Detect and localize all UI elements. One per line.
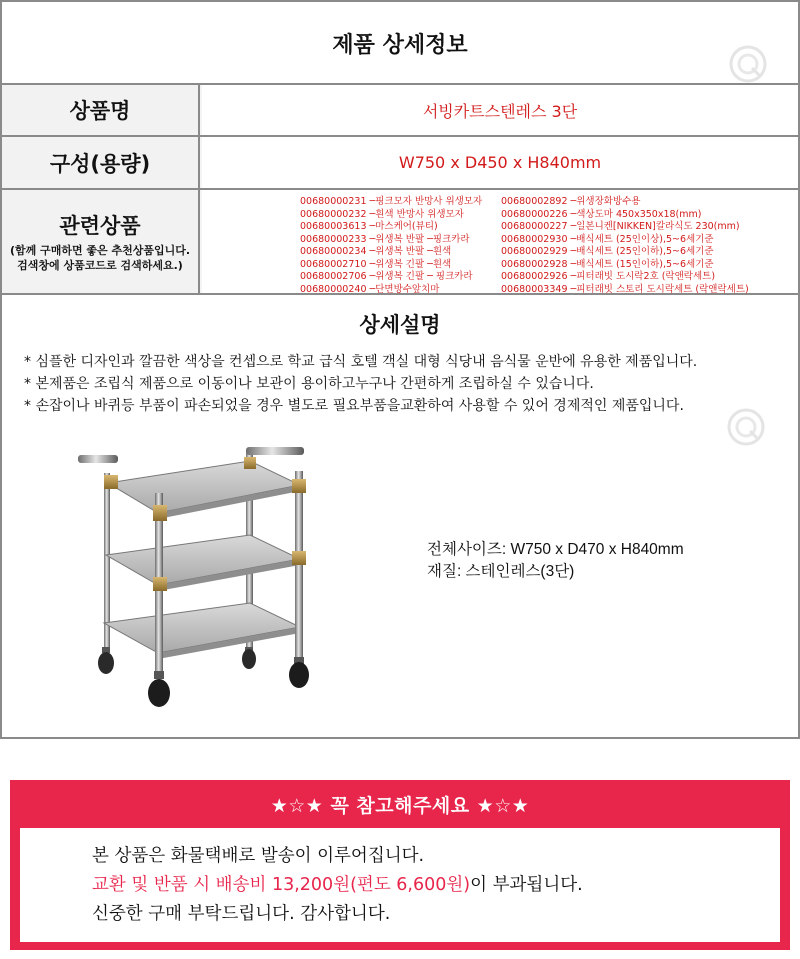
- related-sub-line-2: 검색창에 상품코드로 검색하세요.): [17, 259, 183, 272]
- spec-block: [427, 539, 684, 583]
- list-item: 00680003349 ─피터래빗 스토리 도시락세트 (락앤락세트): [501, 283, 749, 295]
- related-label: 관련상품: [59, 214, 141, 238]
- product-name-row: [2, 85, 798, 137]
- notice-line-1: 본 상품은 화물택배로 발송이 이루어집니다.: [92, 846, 425, 866]
- detail-bullets: [24, 351, 697, 417]
- notice-box: [20, 828, 780, 942]
- composition-value-cell: [202, 137, 798, 188]
- list-item: 00680002926 ─피터래빗 도시락2호 (락앤락세트): [501, 271, 716, 282]
- list-item: 00680000226 ─색상도마 450x350x18(mm): [501, 208, 702, 220]
- list-item: 00680002929 ─배식세트 (25인이하),5~6세기준: [501, 246, 714, 257]
- composition-label-cell: [2, 137, 200, 188]
- list-item: 00680002930 ─배식세트 (25인이상),5~6세기준: [501, 233, 714, 245]
- detail-section: [2, 295, 798, 737]
- composition-value: W750 x D450 x H840mm: [398, 153, 602, 172]
- composition-label: 구성(용량): [49, 151, 151, 176]
- spec-material: 재질: 스테인레스(3단): [427, 563, 575, 580]
- list-item: 00680002710 ─위생복 긴팔 ─흰색: [300, 258, 452, 270]
- product-name-label-cell: [2, 85, 200, 135]
- list-item: 00680000240 ─단면방수앞치마: [300, 283, 440, 295]
- q-logo-watermark-icon: [726, 407, 766, 447]
- notice-heading: ★☆★ 꼭 참고해주세요 ★☆★: [270, 794, 530, 817]
- notice-line-2-rest: 이 부과됩니다.: [470, 875, 583, 895]
- list-item: 00680000232 ─흰색 반망사 위생모자: [300, 208, 464, 220]
- q-logo-watermark-icon: [728, 44, 768, 84]
- list-item: 00680002892 ─위생장화방수용: [501, 196, 641, 207]
- product-name-value: 서빙카트스텐레스 3단: [422, 101, 578, 121]
- product-name-value-cell: [202, 85, 798, 135]
- spec-size: 전체사이즈: W750 x D470 x H840mm: [427, 541, 684, 558]
- related-sub-line-1: (함께 구매하면 좋은 추천상품입니다.: [9, 244, 191, 257]
- product-name-label: 상품명: [69, 99, 131, 123]
- notice-lines: [92, 842, 583, 929]
- related-products-row: [2, 190, 798, 295]
- related-sub-note: [10, 243, 190, 273]
- bullet-item: * 심플한 디자인과 깔끔한 색상을 컨셉으로 학교 급식 호텔 객실 대형 식당내 음식물 운반에 유용한 제품입니다.: [24, 354, 698, 370]
- list-item: 00680000233 ─위생복 반팔 ─핑크카라: [300, 233, 470, 245]
- notice-line-2-highlight: 교환 및 반품 시 배송비 13,200원(편도 6,600원): [92, 875, 471, 895]
- list-item: 00680000231 ─핑크모자 반망사 위생모자: [300, 196, 483, 207]
- notice-banner: [10, 780, 790, 950]
- list-item: 00680002706 ─위생복 긴팔 ─ 핑크카라: [300, 271, 473, 282]
- stainless-serving-cart-image: [70, 443, 320, 713]
- related-list-right: [501, 196, 749, 296]
- related-list-left: [300, 196, 482, 296]
- related-label-cell: [2, 190, 200, 293]
- list-item: 00680003613 ─마스케어(뷰티): [300, 221, 438, 232]
- composition-row: [2, 137, 798, 190]
- bullet-item: * 손잡이나 바퀴등 부품이 파손되었을 경우 별도로 필요부품을교환하여 사용할 수 있어 경제적인 제품입니다.: [24, 398, 684, 414]
- notice-line-2: [92, 871, 583, 900]
- list-item: 00680000227 ─일본니켄[NIKKEN]칼라식도 230(mm): [501, 221, 740, 232]
- table-title: 제품 상세정보: [332, 33, 468, 58]
- detail-title: 상세설명: [359, 313, 441, 337]
- list-item: 00680000234 ─위생복 반팔 ─흰색: [300, 246, 452, 257]
- list-item: 00680002928 ─배식세트 (15인이하),5~6세기준: [501, 258, 714, 270]
- notice-line-3: 신중한 구매 부탁드립니다. 감사합니다.: [92, 904, 391, 924]
- table-title-row: [2, 2, 798, 85]
- bullet-item: * 본제품은 조립식 제품으로 이동이나 보관이 용이하고누구나 간편하게 조립하실 수 있습니다.: [24, 376, 594, 392]
